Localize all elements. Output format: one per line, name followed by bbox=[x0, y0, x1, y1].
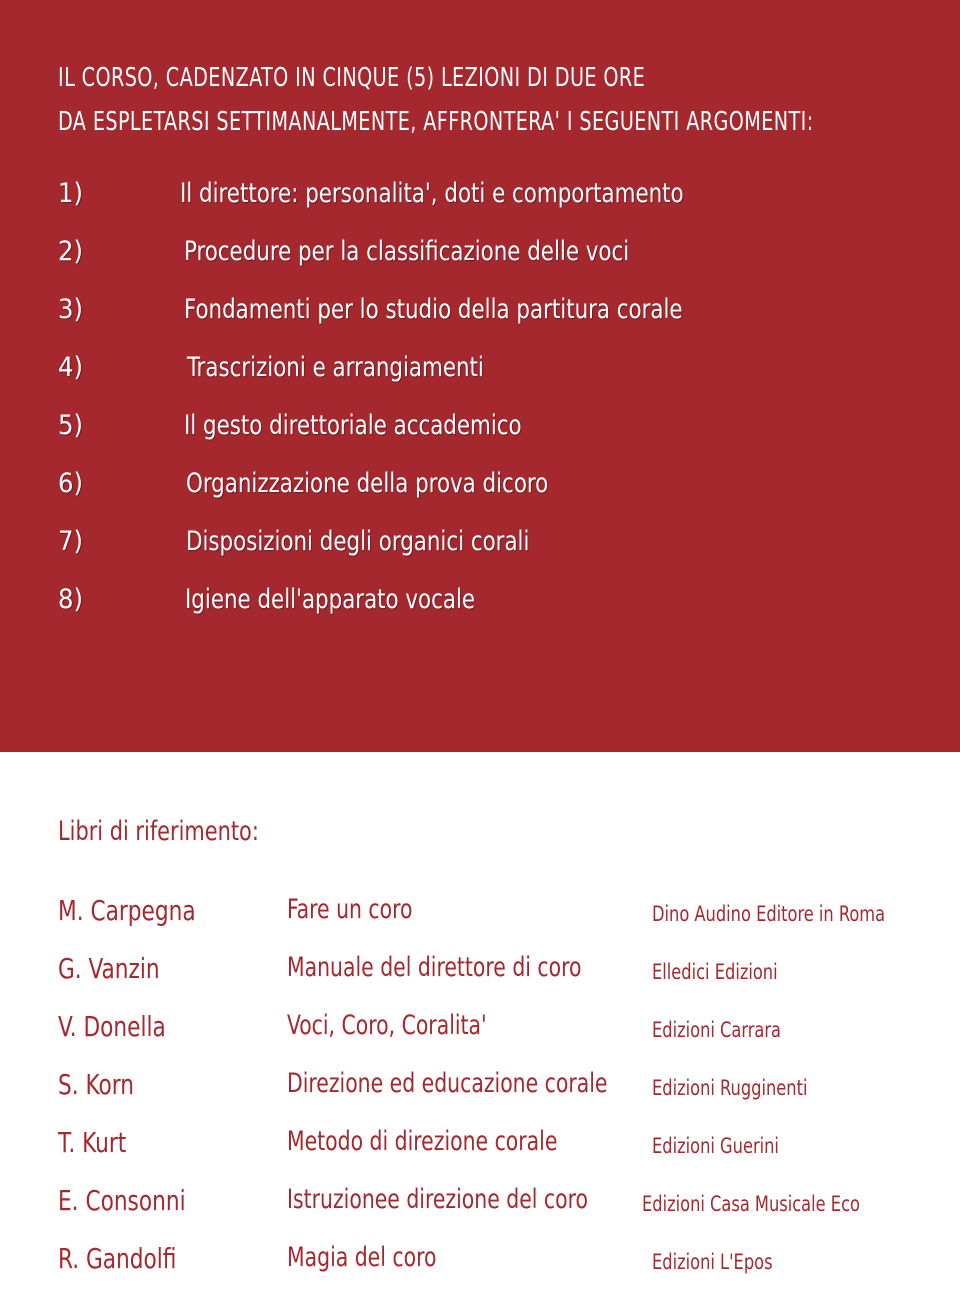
reference-book: Voci, Coro, Coralita' bbox=[287, 1010, 487, 1041]
reference-publisher: Edizioni L'Epos bbox=[652, 1250, 773, 1274]
reference-author: M. Carpegna bbox=[58, 894, 196, 927]
intro-line-2: DA ESPLETARSI SETTIMANALMENTE, AFFRONTERA' I SEGUENTI ARGOMENTI: bbox=[58, 107, 814, 137]
reference-author: R. Gandolfi bbox=[58, 1242, 177, 1275]
topic-number: 4) bbox=[58, 352, 83, 383]
topic-number: 2) bbox=[58, 236, 83, 267]
reference-book: Metodo di direzione corale bbox=[287, 1126, 558, 1157]
reference-book: Direzione ed educazione corale bbox=[287, 1068, 608, 1099]
topic-text: Procedure per la classificazione delle voci bbox=[184, 236, 630, 267]
reference-author: E. Consonni bbox=[58, 1184, 186, 1217]
topic-number: 7) bbox=[58, 526, 83, 557]
reference-author: T. Kurt bbox=[58, 1126, 127, 1159]
reference-publisher: Edizioni Carrara bbox=[652, 1018, 781, 1042]
reference-publisher: Dino Audino Editore in Roma bbox=[652, 902, 886, 926]
reference-book: Manuale del direttore di coro bbox=[287, 952, 582, 983]
topic-number: 8) bbox=[58, 584, 83, 615]
reference-publisher: Elledici Edizioni bbox=[652, 960, 778, 984]
reference-book: Magia del coro bbox=[287, 1242, 437, 1273]
topic-number: 6) bbox=[58, 468, 83, 499]
topic-text: Il direttore: personalita', doti e comportamento bbox=[180, 178, 684, 209]
topic-text: Trascrizioni e arrangiamenti bbox=[187, 352, 484, 383]
reference-book: Fare un coro bbox=[287, 894, 413, 925]
topic-text: Organizzazione della prova dicoro bbox=[186, 468, 549, 499]
course-intro bbox=[58, 56, 814, 144]
reference-author: G. Vanzin bbox=[58, 952, 160, 985]
topic-number: 5) bbox=[58, 410, 83, 441]
topic-number: 1) bbox=[58, 178, 83, 209]
reference-publisher: Edizioni Guerini bbox=[652, 1134, 779, 1158]
topic-number: 3) bbox=[58, 294, 83, 325]
reference-author: V. Donella bbox=[58, 1010, 166, 1043]
topic-text: Disposizioni degli organici corali bbox=[186, 526, 530, 557]
topic-text: Igiene dell'apparato vocale bbox=[185, 584, 476, 615]
references-title: Libri di riferimento: bbox=[58, 816, 259, 847]
reference-author: S. Korn bbox=[58, 1068, 134, 1101]
reference-book: Istruzionee direzione del coro bbox=[287, 1184, 588, 1215]
reference-publisher: Edizioni Rugginenti bbox=[652, 1076, 808, 1100]
topic-text: Fondamenti per lo studio della partitura corale bbox=[184, 294, 683, 325]
reference-publisher: Edizioni Casa Musicale Eco bbox=[642, 1192, 860, 1216]
intro-line-1: IL CORSO, CADENZATO IN CINQUE (5) LEZIONI DI DUE ORE bbox=[58, 63, 646, 93]
topic-text: Il gesto direttoriale accademico bbox=[184, 410, 522, 441]
